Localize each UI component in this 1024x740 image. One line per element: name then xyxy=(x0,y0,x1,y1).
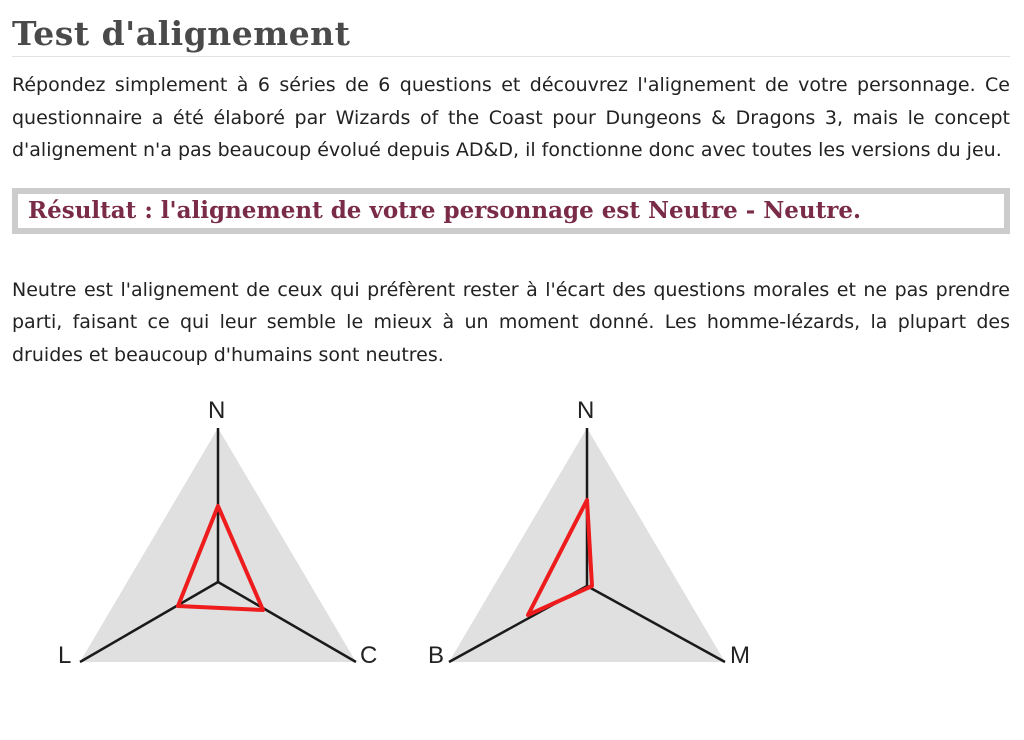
alignment-charts xyxy=(0,385,1024,685)
intro-paragraph: Répondez simplement à 6 séries de 6 questions et découvrez l'alignement de votre personnage. Ce questionnaire a été élaboré par Wizards of the Coast pour Dungeons & Dragons 3, mais le concept d'alignement n'a pas beaucoup évolué depuis AD&D, il fonctionne donc avec toutes les versions du jeu. xyxy=(12,74,1010,161)
good-evil-label-m: M xyxy=(730,642,750,669)
result-box xyxy=(12,188,1010,234)
good-evil-chart xyxy=(428,397,750,669)
law-chaos-label-n: N xyxy=(208,397,226,424)
result-text: Résultat : l'alignement de votre personnage est Neutre - Neutre. xyxy=(28,197,862,224)
good-evil-label-b: B xyxy=(428,642,445,669)
law-chaos-label-l: L xyxy=(58,642,72,669)
alignment-description: Neutre est l'alignement de ceux qui préfèrent rester à l'écart des questions morales et ne pas prendre parti, faisant ce qui leur semble le mieux à un moment donné. Les homme-lézards, la plupart des druides et beaucoup d'humains sont neutres. xyxy=(12,278,1010,366)
page-title: Test d'alignement xyxy=(12,0,1010,57)
law-chaos-chart xyxy=(58,397,377,669)
law-chaos-label-c: C xyxy=(360,642,378,669)
page-content xyxy=(12,0,1010,371)
good-evil-label-n: N xyxy=(577,397,595,424)
